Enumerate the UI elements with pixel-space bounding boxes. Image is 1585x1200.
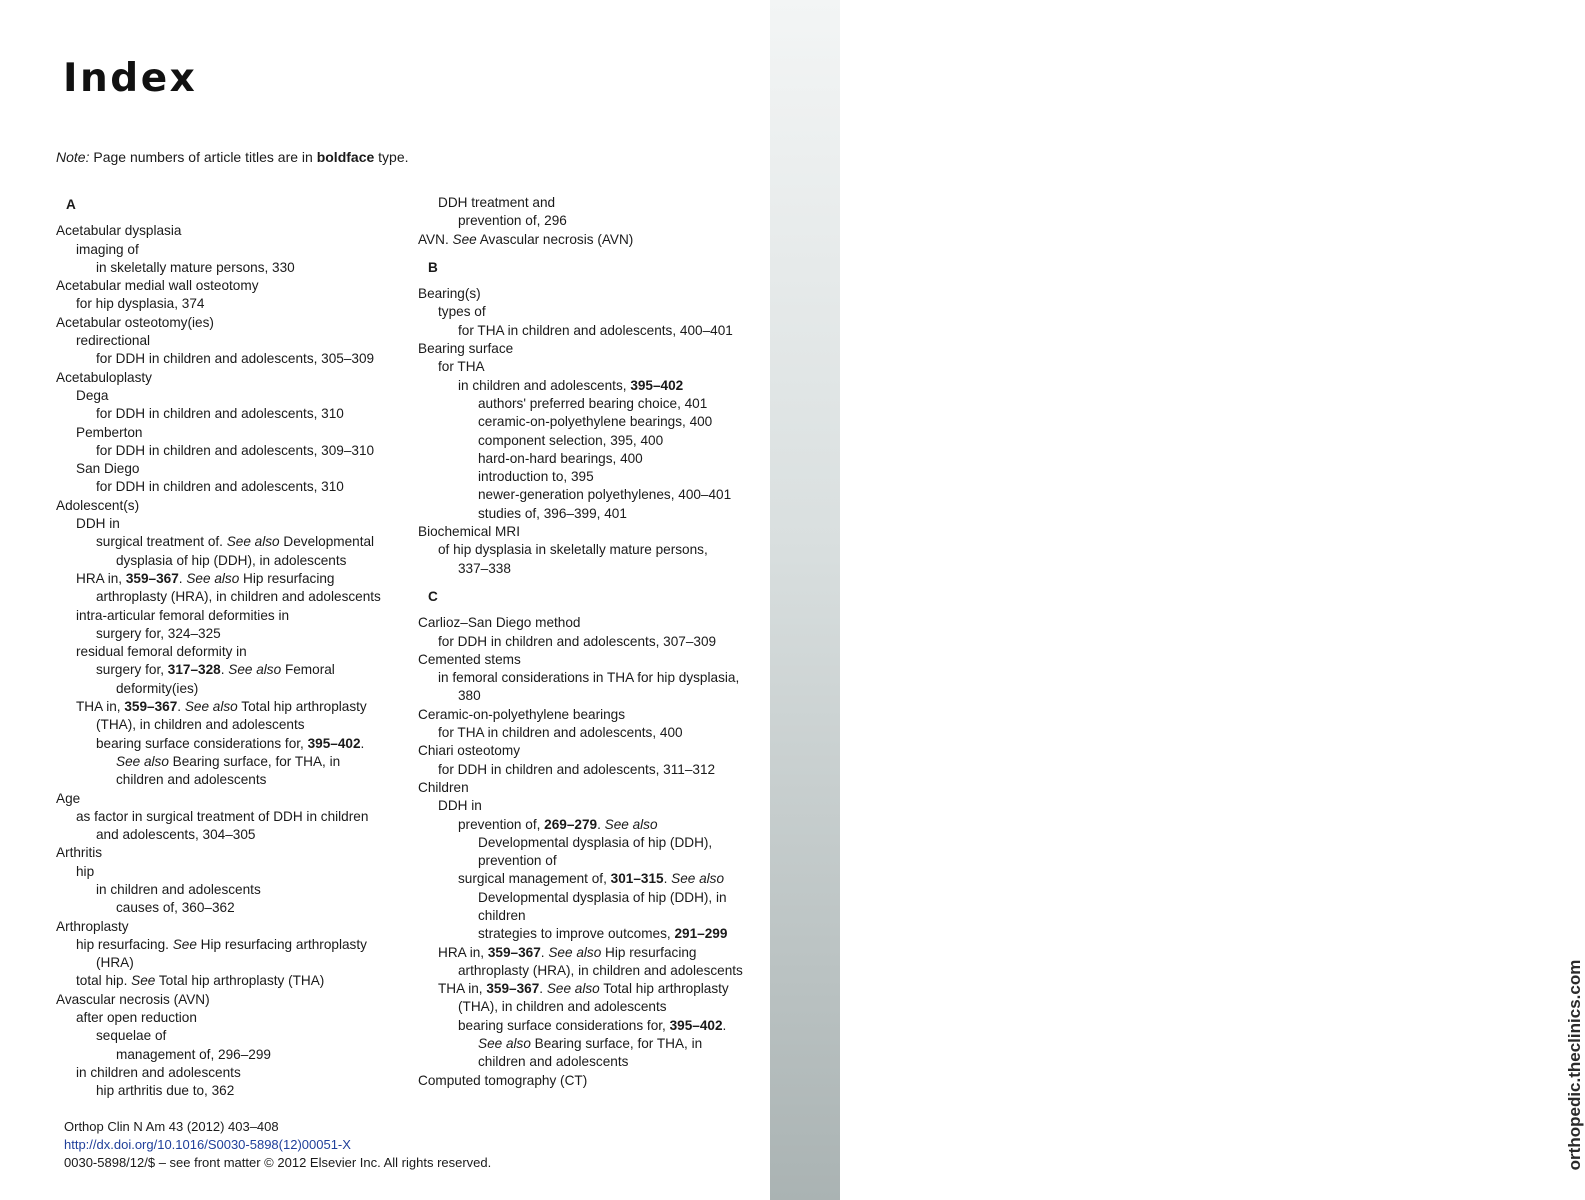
section-gap xyxy=(418,249,763,257)
index-subentry xyxy=(418,980,763,998)
index-subentry: for THA xyxy=(438,359,485,375)
index-subentry: dysplasia of hip (DDH), in adolescents xyxy=(116,552,347,568)
index-subentry: for DDH in children and adolescents, 310 xyxy=(96,479,344,495)
entry-text: Developmental xyxy=(279,534,375,550)
index-main-term: Biochemical MRI xyxy=(418,524,520,540)
note-prefix: Note: xyxy=(56,149,90,165)
index-main-term: Arthroplasty xyxy=(56,918,129,934)
index-subentry: as factor in surgical treatment of DDH in children xyxy=(76,808,369,824)
section-letter-heading: C xyxy=(428,588,438,604)
index-subentry: 380 xyxy=(458,688,481,704)
bold-page-range: 395–402 xyxy=(307,735,361,751)
entry-text: Femoral xyxy=(281,662,335,678)
index-subentry: deformity(ies) xyxy=(116,680,199,696)
index-subentry: for THA in children and adolescents, 400 xyxy=(438,725,683,741)
index-main-term xyxy=(418,231,763,249)
index-subentry: introduction to, 395 xyxy=(478,469,594,485)
index-subentry: children and adolescents xyxy=(116,772,267,788)
index-subentry: management of, 296–299 xyxy=(116,1046,271,1062)
cross-reference-label: See also xyxy=(116,753,169,769)
entry-text: . xyxy=(220,662,229,678)
index-subentry xyxy=(418,870,763,888)
index-subentry: causes of, 360–362 xyxy=(116,900,235,916)
entry-text: . xyxy=(540,944,549,960)
cross-reference-label: See also xyxy=(184,699,238,715)
index-subentry: hip arthritis due to, 362 xyxy=(96,1083,235,1099)
index-subentry xyxy=(56,698,401,716)
index-subentry: surgery for, 324–325 xyxy=(96,625,221,641)
bold-page-range: 269–279 xyxy=(544,816,598,832)
index-subentry xyxy=(418,377,763,395)
entry-text: . xyxy=(663,871,672,887)
index-subentry xyxy=(418,944,763,962)
index-subentry: Pemberton xyxy=(76,424,143,440)
entry-text: bearing surface considerations for, xyxy=(458,1017,670,1033)
bold-page-range: 395–402 xyxy=(630,377,684,393)
index-subentry xyxy=(418,1035,763,1053)
note-text: Page numbers of article titles are in xyxy=(93,149,313,165)
index-subentry: ceramic-on-polyethylene bearings, 400 xyxy=(478,414,713,430)
index-subentry: for DDH in children and adolescents, 305–309 xyxy=(96,351,375,367)
index-main-term: Carlioz–San Diego method xyxy=(418,615,581,631)
entry-text: Total hip arthroplasty xyxy=(237,699,367,715)
index-subentry: DDH in xyxy=(438,798,482,814)
doi-link[interactable]: http://dx.doi.org/10.1016/S0030-5898(12)00051-X xyxy=(64,1137,351,1152)
entry-text: AVN. xyxy=(418,231,453,247)
entry-text: strategies to improve outcomes, xyxy=(478,926,675,942)
index-main-term: Age xyxy=(56,790,81,806)
index-subentry: (HRA) xyxy=(96,955,134,971)
index-subentry: of hip dysplasia in skeletally mature persons, xyxy=(438,542,708,558)
entry-text: . xyxy=(178,570,187,586)
entry-text: surgical management of, xyxy=(458,871,611,887)
index-subentry: in skeletally mature persons, 330 xyxy=(96,259,295,275)
entry-text: THA in, xyxy=(76,699,125,715)
index-note xyxy=(56,148,409,166)
index-subentry: types of xyxy=(438,304,486,320)
index-column-right xyxy=(418,194,763,1090)
index-subentry: Dega xyxy=(76,387,109,403)
entry-text: THA in, xyxy=(438,981,487,997)
index-subentry: hip xyxy=(76,863,95,879)
index-main-term: Cemented stems xyxy=(418,651,521,667)
cross-reference-label: See also xyxy=(671,871,725,887)
index-subentry: for DDH in children and adolescents, 309–310 xyxy=(96,442,375,458)
index-subentry: arthroplasty (HRA), in children and adolescents xyxy=(458,962,743,978)
side-band xyxy=(770,0,1584,1200)
index-main-term: Children xyxy=(418,779,469,795)
entry-text: . xyxy=(597,816,605,832)
bold-page-range: 291–299 xyxy=(674,926,728,942)
index-subentry: redirectional xyxy=(76,333,151,349)
index-subentry: sequelae of xyxy=(96,1028,167,1044)
entry-text: Total hip arthroplasty xyxy=(599,981,729,997)
cross-reference-label: See xyxy=(172,936,197,952)
index-subentry: after open reduction xyxy=(76,1010,197,1026)
entry-text: surgery for, xyxy=(96,662,168,678)
entry-text: Bearing surface, for THA, in xyxy=(530,1036,703,1052)
index-main-term: Acetabuloplasty xyxy=(56,369,152,385)
index-subentry: for THA in children and adolescents, 400–401 xyxy=(458,322,733,338)
cross-reference-label: See also xyxy=(228,662,282,678)
section-letter-heading: A xyxy=(66,197,76,212)
entry-text: surgical treatment of. xyxy=(96,534,227,550)
note-text-end: type. xyxy=(378,149,409,165)
note-bold-word: boldface xyxy=(316,149,375,165)
entry-text: Avascular necrosis (AVN) xyxy=(476,231,634,247)
entry-text: . xyxy=(539,981,547,997)
index-subentry: for hip dysplasia, 374 xyxy=(76,296,205,312)
index-subentry: prevention of, 296 xyxy=(458,213,567,229)
bold-page-range: 359–367 xyxy=(487,944,541,960)
index-subentry: for DDH in children and adolescents, 311–312 xyxy=(438,761,716,777)
entry-text: Hip resurfacing xyxy=(239,570,335,586)
index-subentry: in children and adolescents xyxy=(76,1064,241,1080)
index-subentry: prevention of xyxy=(478,853,557,869)
entry-text: hip resurfacing. xyxy=(76,936,173,952)
index-subentry xyxy=(418,925,763,943)
section-gap xyxy=(418,578,763,586)
bold-page-range: 359–367 xyxy=(125,570,179,586)
index-column-left xyxy=(56,194,401,1101)
entry-text: Hip resurfacing xyxy=(601,944,697,960)
index-subentry xyxy=(56,972,401,990)
index-main-term: Acetabular osteotomy(ies) xyxy=(56,314,214,330)
cross-reference-label: See also xyxy=(604,816,658,832)
index-main-term: Bearing surface xyxy=(418,341,514,357)
footer xyxy=(64,1118,491,1172)
index-main-term: Computed tomography (CT) xyxy=(418,1072,588,1088)
index-subentry: DDH treatment and xyxy=(438,195,556,210)
index-subentry: for DDH in children and adolescents, 307–309 xyxy=(438,633,717,649)
index-subentry: children xyxy=(478,907,526,923)
entry-text: in children and adolescents, xyxy=(458,377,631,393)
index-subentry xyxy=(56,936,401,954)
cross-reference-label: See also xyxy=(546,981,600,997)
entry-text: . xyxy=(177,699,185,715)
cross-reference-label: See also xyxy=(186,570,240,586)
index-subentry: arthroplasty (HRA), in children and adolescents xyxy=(96,589,381,605)
index-main-term: Chiari osteotomy xyxy=(418,743,520,759)
index-subentry: hard-on-hard bearings, 400 xyxy=(478,450,643,466)
bold-page-range: 317–328 xyxy=(167,662,221,678)
entry-text: . xyxy=(722,1017,727,1033)
index-subentry: San Diego xyxy=(76,461,140,477)
index-subentry xyxy=(418,816,763,834)
index-subentry xyxy=(56,661,401,679)
cross-reference-label: See also xyxy=(478,1036,531,1052)
index-subentry: 337–338 xyxy=(458,560,511,576)
index-main-term: Acetabular dysplasia xyxy=(56,223,182,239)
entry-text: . xyxy=(360,735,365,751)
index-main-term: Avascular necrosis (AVN) xyxy=(56,991,210,1007)
cross-reference-label: See xyxy=(452,231,477,247)
index-subentry: component selection, 395, 400 xyxy=(478,432,664,448)
entry-text: HRA in, xyxy=(76,570,126,586)
index-subentry: residual femoral deformity in xyxy=(76,644,247,660)
cross-reference-label: See also xyxy=(226,534,280,550)
index-subentry xyxy=(56,735,401,753)
index-main-term: Ceramic-on-polyethylene bearings xyxy=(418,706,626,722)
bold-page-range: 359–367 xyxy=(124,699,178,715)
entry-text: Hip resurfacing arthroplasty xyxy=(196,936,367,952)
index-subentry: studies of, 396–399, 401 xyxy=(478,505,627,521)
cross-reference-label: See also xyxy=(548,944,602,960)
journal-citation: Orthop Clin N Am 43 (2012) 403–408 xyxy=(64,1119,279,1134)
section-letter-heading: B xyxy=(428,259,438,275)
entry-text: Bearing surface, for THA, in xyxy=(168,753,341,769)
index-subentry xyxy=(56,533,401,551)
index-main-term: Bearing(s) xyxy=(418,286,481,302)
index-subentry: Developmental dysplasia of hip (DDH), xyxy=(478,834,713,850)
bold-page-range: 395–402 xyxy=(669,1017,723,1033)
copyright-line: 0030-5898/12/$ – see front matter © 2012 Elsevier Inc. All rights reserved. xyxy=(64,1155,492,1170)
index-subentry: and adolescents, 304–305 xyxy=(96,827,256,843)
journal-site-url[interactable]: orthopedic.theclinics.com xyxy=(1565,959,1584,1171)
index-subentry xyxy=(56,570,401,588)
index-subentry: Developmental dysplasia of hip (DDH), in xyxy=(478,889,727,905)
index-subentry xyxy=(56,753,401,771)
index-main-term: Acetabular medial wall osteotomy xyxy=(56,278,259,294)
index-subentry: (THA), in children and adolescents xyxy=(96,717,305,733)
index-subentry: DDH in xyxy=(76,516,120,532)
page-title: Index xyxy=(63,56,198,101)
entry-text: Total hip arthroplasty (THA) xyxy=(155,973,325,989)
index-subentry: in children and adolescents xyxy=(96,881,261,897)
entry-text: HRA in, xyxy=(438,944,488,960)
index-main-term: Arthritis xyxy=(56,845,103,861)
index-subentry xyxy=(418,1017,763,1035)
index-subentry: children and adolescents xyxy=(478,1054,629,1070)
cross-reference-label: See xyxy=(131,973,156,989)
index-main-term: Adolescent(s) xyxy=(56,497,140,513)
index-subentry: authors' preferred bearing choice, 401 xyxy=(478,395,708,411)
entry-text: prevention of, xyxy=(458,816,545,832)
entry-text: total hip. xyxy=(76,973,132,989)
index-subentry: imaging of xyxy=(76,241,139,257)
index-subentry: (THA), in children and adolescents xyxy=(458,999,667,1015)
bold-page-range: 301–315 xyxy=(610,871,664,887)
index-subentry: newer-generation polyethylenes, 400–401 xyxy=(478,487,732,503)
index-subentry: in femoral considerations in THA for hip dysplasia, xyxy=(438,670,740,686)
index-subentry: for DDH in children and adolescents, 310 xyxy=(96,406,344,422)
entry-text: bearing surface considerations for, xyxy=(96,735,308,751)
bold-page-range: 359–367 xyxy=(486,981,540,997)
index-subentry: intra-articular femoral deformities in xyxy=(76,607,290,623)
